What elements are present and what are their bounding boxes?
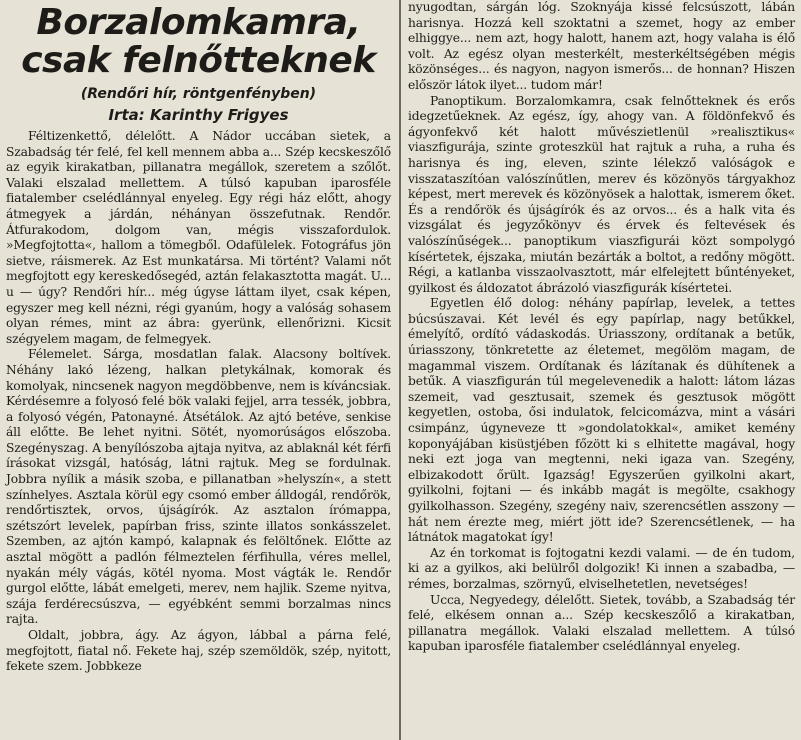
paragraph: nyugodtan, sárgán lóg. Szoknyája kissé felcsúszott, lábán harisnya. Hozzá kell szoktatni a szemet, hogy az ember elhiggye... nem azt, hogy halott, hanem azt, hogy valaha is élő volt. Az egész olyan mesterkélt, mesterkéltségében mégis közönséges... és nagyon, nagyon ismerős... de honnan? Hiszen először látok ilyet... tudom már! [408, 0, 795, 92]
headline [6, 4, 391, 80]
paragraph: Félemelet. Sárga, mosdatlan falak. Alacsony boltívek. Néhány lakó lézeng, halkan pletykálnak, komorak és komolyak, nincsenek nagyon megdöbbenve, nem is kíváncsiak. Kérdésemre a folyosó felé bök valaki fejjel, arra tessék, jobbra, a folyosó végén, Patonayné. Átsétálok. Az ajtó betéve, senkise áll előtte. Be lehet nyitni. Sötét, nyomorúságos előszoba. Szegényszag. A benyílószoba ajtaja nyitva, az ablaknál két férfi írásokat vizsgál, hatóság, látni rajtuk. Meg se fordulnak. Jobbra nyílik a másik szoba, e pillanatban »helyszín«, a stett színhelyes. Asztala körül egy csomó ember álldogál, rendőrök, rendőrtisztek, orvos, újságírók. Az asztalon írómappa, szétszórt levelek, papírban friss, szinte illatos sonkásszelet. Szemben, az ajtón kampó, kalapnak és felöltőnek. Előtte az asztal mögött a padlón félmeztelen férfihulla, véres mellel, nyakán mély vágás, kötél nyoma. Most vágták le. Rendőr gurgol előtte, lábát emelgeti, merev, nem hajlik. Szeme nyitva, szája ferdérecsúszva, — egyébként semmi borzalmas nincs rajta. [6, 347, 391, 627]
right-column [404, 0, 801, 740]
left-column [0, 0, 397, 740]
paragraph: Ucca, Negyedegy, délelőtt. Sietek, tovább, a Szabadság tér felé, elkésem onnan a... Szép kecskeszőlő a kirakatban, pillanatra megállok. Valaki elszalad mellettem. A túlsó kapuban iparosféle fiatalember cselédlánnyal enyeleg. [408, 592, 795, 654]
column-divider [399, 0, 401, 740]
paragraph: Féltizenkettő, délelőtt. A Nádor uccában sietek, a Szabadság tér felé, fel kell mennem abba a... Szép kecskeszőlő az egyik kirakatban, pillanatra megállok, szeretem a szőlőt. Valaki elszalad mellettem. A túlsó kapuban iparosféle fiatalember cselédlánnyal enyeleg. Egy régi ház előtt, ahogy átmegyek a járdán, néhányan összefutnak. Rendőr. Átfurakodom, dolgom van, mégis visszafordulok. »Megfojtotta«, hallom a tömegből. Odafülelek. Fotográfus jön sietve, ráismerek. Az Est munkatársa. Mi történt? Valami nőt megfojtott egy kereskedősegéd, aztán felakasztotta magát. U... u — úgy? Rendőri hír... még úgyse láttam ilyet, csak képen, egyszer meg kell nézni, régi gyanúm, hogy a valóság sohasem olyan rémes, mint az ábra: gyerünk, ellenőrizni. Kicsit szégyelem magam, de felmegyek. [6, 129, 391, 346]
paragraph: Panoptikum. Borzalomkamra, csak felnőtteknek és erős idegzetűeknek. Az egész, így, ahogy van. A földönfekvő és ágyonfekvő két halott művészietlenül »realisztikus« viaszfigurája, szinte groteszkül hat rajtuk a ruha, a ruha és harisnya és ing, eleven, szinte lélekző valóságok e visszataszítóan valószínűtlen, merev és közönyös tárgyakhoz képest, mert merevek és közönyösek a halottak, ismerem őket. És a rendőrök és újságírók és az orvos... és a halk vita és vizsgálat és jegyzőkönyv és érvek és feltevések és valószínűségek... panoptikum viaszfigurái közt sompolygó kísértetek, éjszaka, miután bezárták a boltot, a redőny mögött. Régi, a katlanba visszaolvasztott, már elfelejtett bűntényeket, gyilkost és áldozatot ábrázoló viaszfigurák kísértetei. [408, 93, 795, 295]
headline-line-2: csak felnőtteknek [21, 40, 376, 81]
paragraph: Egyetlen élő dolog: néhány papírlap, levelek, a tettes búcsúszavai. Két levél és egy papírlap, nagy betűkkel, émelyítő, ordító vádaskodás. Úriasszony, ordítanak a betűk, úriasszony, tönkretette az életemet, megölöm magam, de magammal viszem. Ordítanak és lázítanak és dühítenek a betűk. A viaszfigurán túl megelevenedik a halott: látom lázas szemeit, vad gesztusait, szemek és gesztusok mögött kegyetlen, ostoba, ősi indulatok, felcicomázva, mint a vásári csimpánz, úgyneveze tt »gondolatokkal«, amiket kemény koponyájában kisüstjében főzött ki s elhitette magával, hogy neki ezt joga van megtenni, neki igaza van. Szegény, elbizakodott őrült. Igazság! Egyszerűen gyilkolni akart, gyilkolni, fojtani — és inkább magát is megölte, csakhogy gyilkolhasson. Szegény, szegény naiv, szerencsétlen asszony — hát nem érezte meg, miért jött ide? Szerencsétlenek, — ha látnátok magatokat így! [408, 296, 795, 545]
paragraph: Oldalt, jobbra, ágy. Az ágyon, lábbal a párna felé, megfojtott, fiatal nő. Fekete haj, szép szemöldök, szép, nyitott, fekete szem. Jobbkeze [6, 628, 391, 674]
byline: Irta: Karinthy Frigyes [108, 106, 289, 124]
headline-line-1: Borzalomkamra, [36, 2, 361, 43]
paragraph: Az én torkomat is fojtogatni kezdi valami. — de én tudom, ki az a gyilkos, aki belülről dolgozik! Ki innen a szabadba, — rémes, borzalmas, szörnyű, elviselhetetlen, nevetséges! [408, 545, 795, 591]
subtitle: (Rendőri hír, röntgenfényben) [80, 86, 317, 102]
